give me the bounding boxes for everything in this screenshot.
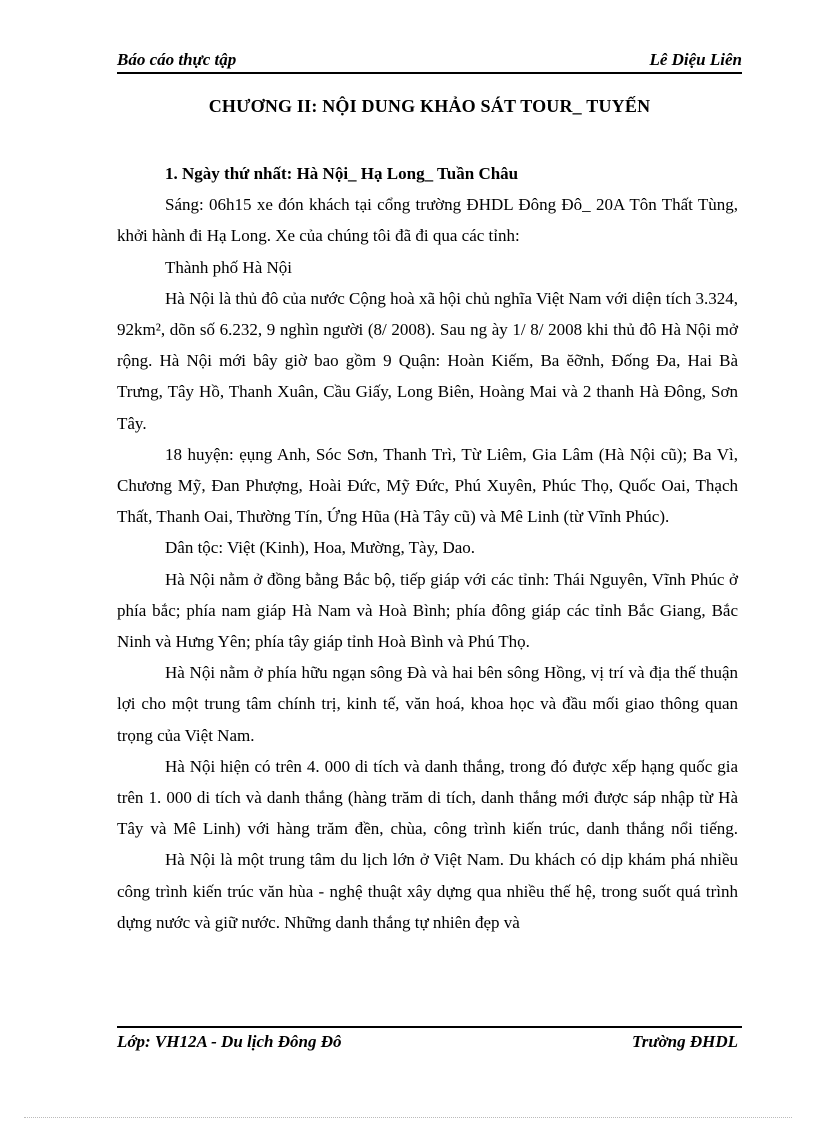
paragraph-ethnic-groups: Dân tộc: Việt (Kinh), Hoa, Mường, Tày, Dao. xyxy=(165,538,476,558)
document-body xyxy=(117,158,738,938)
footer-school: Trường ĐHDL xyxy=(631,1032,738,1051)
footer-class: Lớp: VH12A - Du lịch Đông Đô xyxy=(117,1032,342,1051)
paragraph-tourism: Hà Nội là một trung tâm du lịch lớn ở Việt Nam. Du khách có dịp khám phá nhiều công trình kiến trúc văn hùa - nghệ thuật xây dựng qua nhiều thế hệ, trong suốt quá trình dựng nước và giữ nước. Những danh thắng tự nhiên đẹp và xyxy=(117,850,738,932)
paragraph-hanoi-overview: Hà Nội là thủ đô của nước Cộng hoà xã hội chủ nghĩa Việt Nam với diện tích 3.324, 92km², dõn số 6.232, 9 nghìn người (8/ 2008). Sau ng ày 1/ 8/ 2008 khi thủ đô Hà Nội mở rộng. Hà Nội mới bây giờ bao gồm 9 Quận: Hoàn Kiếm, Ba ĕỡnh, Đống Đa, Hai Bà Trưng, Tây Hồ, Thanh Xuân, Cầu Giấy, Long Biên, Hoàng Mai và 2 thanh Hà Đông, Sơn Tây. xyxy=(117,288,738,433)
paragraph-city-label: Thành phố Hà Nội xyxy=(165,257,293,277)
section-heading: 1. Ngày thứ nhất: Hà Nội_ Hạ Long_ Tuần Châu xyxy=(165,164,519,183)
paragraph-heritage: Hà Nội hiện có trên 4. 000 di tích và danh thắng, trong đó được xếp hạng quốc gia trên 1. 000 di tích và danh thắng (hàng trăm di tích, danh thắng mới được sáp nhập từ Hà Tây và Mê Linh) với hàng trăm đền, chùa, công trình kiến trúc, danh thắng nổi tiếng. xyxy=(117,756,738,839)
paragraph-location: Hà Nội nằm ở phía hữu ngạn sông Đà và hai bên sông Hồng, vị trí và địa thế thuận lợi cho một trung tâm chính trị, kinh tế, văn hoá, khoa học và đầu mối giao thông quan trọng của Việt Nam. xyxy=(117,663,738,745)
page-header xyxy=(117,50,742,74)
paragraph-departure: Sáng: 06h15 xe đón khách tại cổng trường ĐHDL Đông Đô_ 20A Tôn Thất Tùng, khởi hành đi Hạ Long. Xe của chúng tôi đã đi qua các tỉnh: xyxy=(117,195,738,246)
paragraph-districts: 18 huyện: ẹụng Anh, Sóc Sơn, Thanh Trì, Từ Liêm, Gia Lâm (Hà Nội cũ); Ba Vì, Chương Mỹ, Đan Phượng, Hoài Đức, Mỹ Đức, Phú Xuyên, Phúc Thọ, Quốc Oai, Thạch Thất, Thanh Oai, Thường Tín, Ứng Hũa (Hà Tây cũ) và Mê Linh (từ Vĩnh Phúc). xyxy=(117,444,738,527)
header-author: Lê Diệu Liên xyxy=(649,50,742,69)
footer-divider xyxy=(117,1026,742,1028)
page-edge-divider xyxy=(24,1117,792,1118)
paragraph-borders: Hà Nội nằm ở đồng bằng Bắc bộ, tiếp giáp với các tỉnh: Thái Nguyên, Vĩnh Phúc ở phía bắc; phía nam giáp Hà Nam và Hoà Bình; phía đông giáp các tỉnh Bắc Giang, Bắc Ninh và Hưng Yên; phía tây giáp tỉnh Hoà Bình và Phú Thọ. xyxy=(117,569,738,652)
chapter-title: CHƯƠNG II: NỘI DUNG KHẢO SÁT TOUR_ TUYẾN xyxy=(208,96,651,116)
header-report-title: Báo cáo thực tập xyxy=(117,50,237,69)
